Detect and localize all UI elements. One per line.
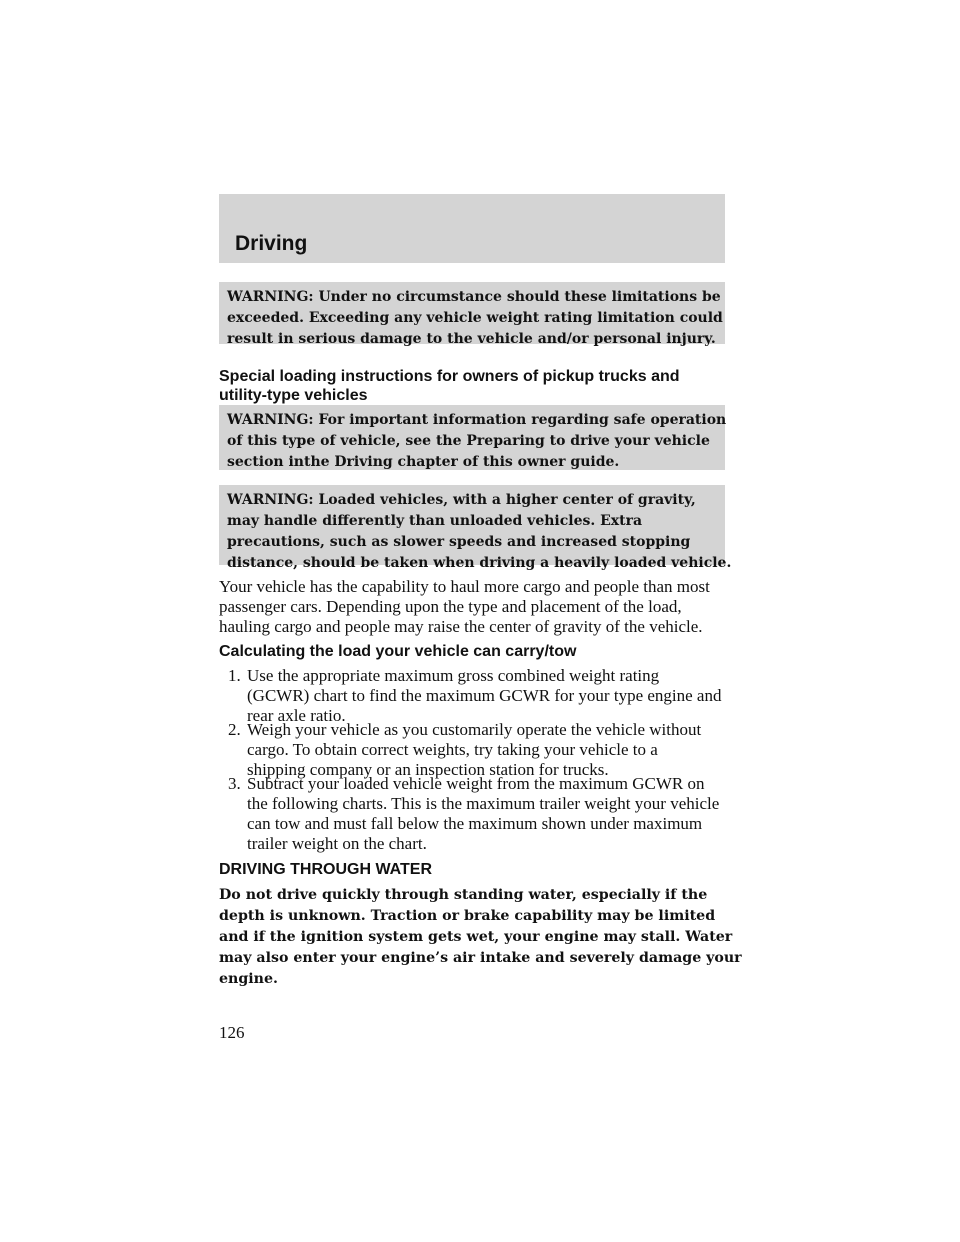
step-number: 3. [228, 774, 241, 793]
step-line: Use the appropriate maximum gross combined weight rating [247, 666, 660, 685]
step-line: can tow and must fall below the maximum shown under maximum [247, 814, 703, 833]
section-header [219, 194, 725, 263]
heading-line: Special loading instructions for owners of pickup trucks and [219, 368, 680, 385]
capability-paragraph [219, 577, 710, 637]
warning-box-weight-limits [219, 282, 725, 347]
warning-line: of this type of vehicle, see the Preparing to drive your vehicle [227, 433, 710, 449]
list-item-step-2 [228, 720, 701, 780]
paragraph-line: and if the ignition system gets wet, your engine may stall. Water [219, 929, 733, 945]
paragraph-line: passenger cars. Depending upon the type and placement of the load, [219, 597, 682, 616]
warning-line: distance, should be taken when driving a heavily loaded vehicle. [227, 555, 732, 571]
warning-box-safe-operation [219, 405, 725, 470]
warning-line: section inthe Driving chapter of this owner guide. [227, 454, 620, 470]
warning-line: WARNING: Loaded vehicles, with a higher center of gravity, [227, 492, 696, 508]
warning-box-loaded-vehicles [219, 485, 732, 571]
step-number: 1. [228, 666, 241, 685]
warning-line: precautions, such as slower speeds and increased stopping [227, 534, 691, 550]
step-line: Weigh your vehicle as you customarily operate the vehicle without [247, 720, 702, 739]
paragraph-line: depth is unknown. Traction or brake capability may be limited [219, 908, 716, 924]
page-number: 126 [219, 1023, 245, 1042]
step-line: shipping company or an inspection station for trucks. [247, 760, 609, 779]
paragraph-line: may also enter your engine’s air intake and severely damage your [219, 950, 742, 966]
list-item-step-3 [228, 774, 719, 854]
section-title: Driving [235, 232, 308, 255]
paragraph-line: Do not drive quickly through standing water, especially if the [219, 887, 708, 903]
warning-line: exceeded. Exceeding any vehicle weight rating limitation could [227, 310, 723, 326]
special-loading-heading [219, 367, 680, 405]
step-line: rear axle ratio. [247, 706, 346, 725]
step-number: 2. [228, 720, 241, 739]
step-line: trailer weight on the chart. [247, 834, 427, 853]
heading-line: utility-type vehicles [219, 387, 368, 404]
calculating-load-heading: Calculating the load your vehicle can carry/tow [219, 643, 577, 660]
warning-line: result in serious damage to the vehicle and/or personal injury. [227, 331, 716, 347]
warning-line: may handle differently than unloaded vehicles. Extra [227, 513, 643, 529]
driving-through-water-heading: DRIVING THROUGH WATER [219, 861, 433, 878]
step-line: (GCWR) chart to find the maximum GCWR for your type engine and [247, 686, 722, 705]
paragraph-line: engine. [219, 971, 278, 987]
paragraph-line: Your vehicle has the capability to haul more cargo and people than most [219, 577, 710, 596]
step-line: the following charts. This is the maximum trailer weight your vehicle [247, 794, 720, 813]
paragraph-line: hauling cargo and people may raise the center of gravity of the vehicle. [219, 617, 703, 636]
step-line: cargo. To obtain correct weights, try taking your vehicle to a [247, 740, 658, 759]
warning-line: WARNING: For important information regarding safe operation [227, 412, 727, 428]
step-line: Subtract your loaded vehicle weight from the maximum GCWR on [247, 774, 705, 793]
warning-line: WARNING: Under no circumstance should these limitations be [227, 289, 721, 305]
water-warning-paragraph [219, 885, 742, 990]
list-item-step-1 [228, 666, 721, 726]
